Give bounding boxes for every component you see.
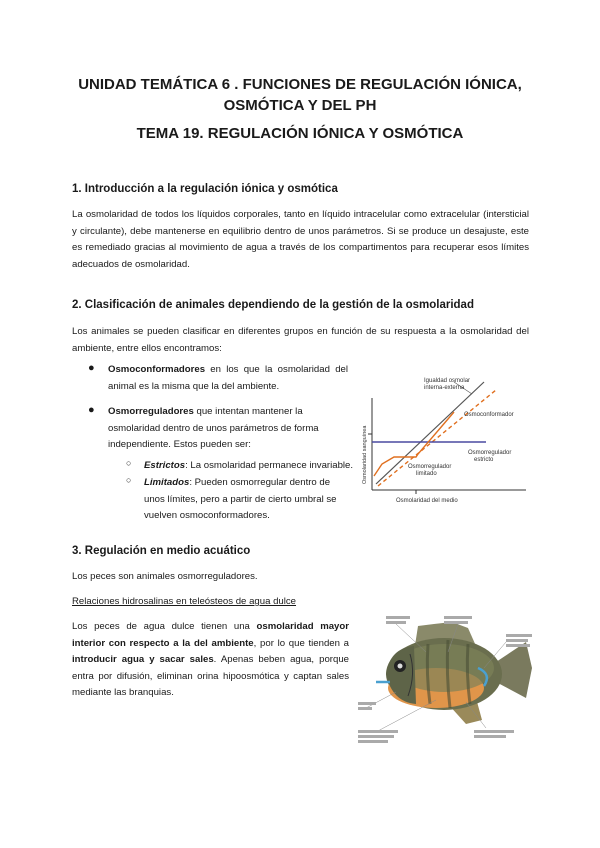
bullet1-text: en los que la osmolaridad del animal es la misma que la del ambiente. <box>108 364 348 392</box>
sub2-term: Limitados <box>144 477 190 488</box>
fish-illustration <box>356 612 538 748</box>
section3-heading: 3. Regulación en medio acuático <box>72 545 251 557</box>
section3-paragraph <box>72 619 349 702</box>
label-equality: Igualdad osmolar interna-externa <box>424 378 471 391</box>
para-part: , por lo que tienden a <box>253 637 349 649</box>
unit-title-line1: UNIDAD TEMÁTICA 6 . FUNCIONES DE REGULACIÓN IÓNICA, <box>78 76 522 93</box>
bullet-dot: ● <box>88 362 95 374</box>
para-part: Los peces de agua dulce tienen una <box>72 621 257 632</box>
section2-heading: 2. Clasificación de animales dependiendo de la gestión de la osmolaridad <box>72 299 474 311</box>
osmoconformer-line <box>378 390 496 486</box>
sub1-text: : La osmolaridad permanece invariable. <box>185 460 354 471</box>
label-strict: Osmorregulador estricto <box>468 450 512 463</box>
tema-title: TEMA 19. REGULACIÓN IÓNICA Y OSMÓTICA <box>136 125 464 142</box>
x-axis-label: Osmolaridad del medio <box>396 498 458 504</box>
bullet-osmoconformadores <box>108 362 348 395</box>
bullet-osmorreguladores <box>108 404 348 454</box>
section2-intro: Los animales se pueden clasificar en diferentes grupos en función de su respuesta a la osmolaridad del ambiente, entre ellos encontramos: <box>72 326 529 354</box>
label-osmoconformer: Osmoconformador <box>464 412 514 418</box>
bullet2-text: que intentan mantener la osmolaridad dentro de unos parámetros de forma independiente. Estos pueden ser: <box>108 406 319 450</box>
label-limited: Osmorregulador limitado <box>408 464 452 477</box>
para-bold: osmolaridad mayor interior con respecto a la del ambiente <box>72 621 349 649</box>
bullet-dot: ● <box>88 404 95 416</box>
sub1-term: Estrictos <box>144 460 186 471</box>
y-axis-label: Osmolaridad sanguínea <box>362 425 368 484</box>
unit-title <box>60 74 540 116</box>
sub2-text: : Pueden osmorregular dentro de unos límites, pero a partir de cierto umbral se vuelven osmoconformadores. <box>144 477 337 521</box>
sub-bullet-circle: ○ <box>126 475 132 485</box>
bullet1-term: Osmoconformadores <box>108 364 206 375</box>
para-part: . Apenas beben agua, porque entra por difusión, eliminan orina hipoosmótica y captan sales mediante las branquias. <box>72 654 349 698</box>
section3-subheading: Relaciones hidrosalinas en teleósteos de agua dulce <box>72 596 297 607</box>
bullet2-term: Osmorreguladores <box>108 406 194 417</box>
para-bold: introducir agua y sacar sales <box>72 654 214 665</box>
osmolarity-figure <box>356 372 536 510</box>
sub-bullet-limitados <box>144 475 349 525</box>
section3-intro: Los peces son animales osmorreguladores. <box>72 571 258 582</box>
unit-title-line2: OSMÓTICA Y DEL PH <box>223 97 377 114</box>
section1-paragraph: La osmolaridad de todos los líquidos corporales, tanto en líquido intracelular como extracelular (intersticial y circulante), debe mantenerse en equilibrio dentro de unos parámetros. Si se produce un desajuste, este es remediado gracias al movimiento de agua a través de los compartimentos para recuperar esos límites adecuados de osmolaridad. <box>72 209 529 270</box>
section1-heading: 1. Introducción a la regulación iónica y osmótica <box>72 183 338 195</box>
sub-bullet-circle: ○ <box>126 458 132 468</box>
sub-bullet-estrictos <box>144 458 354 475</box>
